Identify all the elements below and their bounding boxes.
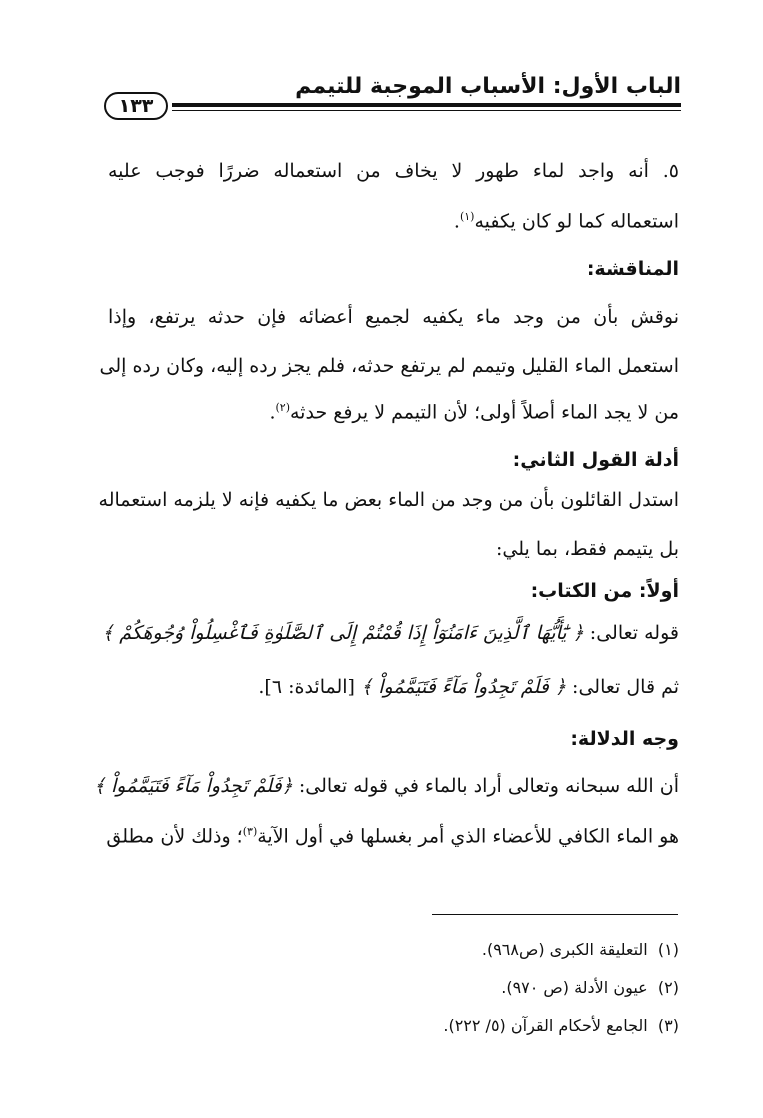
dalala-line-2	[106, 825, 679, 847]
header-rule-thin	[172, 110, 681, 111]
verse-2-intro: ثم قال تعالى:	[566, 676, 679, 698]
footnote-text: عيون الأدلة (ص ٩٧٠).	[501, 978, 648, 997]
second-opinion-line-2: بل يتيمم فقط، بما يلي:	[496, 538, 679, 560]
page-number: ١٣٣	[104, 92, 168, 120]
verse-2-reference: [المائدة: ٦].	[258, 676, 362, 698]
dalala-intro: أن الله سبحانه وتعالى أراد بالماء في قوله تعالى:	[292, 775, 679, 797]
footnote-text: الجامع لأحكام القرآن (٥/ ٢٢٢).	[443, 1016, 648, 1035]
munaqasha-text: من لا يجد الماء أصلاً أولى؛ لأن التيمم لا يرفع حدثه	[290, 401, 679, 424]
second-opinion-heading: أدلة القول الثاني:	[512, 449, 679, 471]
point-5-line-2	[454, 210, 679, 232]
footnote-ref-2[interactable]: (٢)	[275, 401, 290, 414]
quran-verse-3: ﴿فَلَمْ تَجِدُواْ مَآءً فَتَيَمَّمُواْ ﴾	[93, 775, 293, 797]
verse-1-intro: قوله تعالى:	[583, 622, 679, 644]
dalala-heading: وجه الدلالة:	[570, 728, 679, 750]
dalala-line-1	[94, 775, 679, 797]
munaqasha-end: .	[269, 401, 276, 424]
point-5-line-1: ٥. أنه واجد لماء طهور لا يخاف من استعماله ضررًا فوجب عليه	[108, 160, 679, 182]
verse-line-2	[258, 676, 679, 698]
second-opinion-line-1: استدل القائلون بأن من وجد من الماء بعض ما يكفيه فإنه لا يلزمه استعماله	[98, 489, 679, 511]
munaqasha-line-1: نوقش بأن من وجد ماء يكفيه لجميع أعضائه فإن حدثه يرتفع، وإذا	[108, 306, 679, 328]
footnote-ref-3[interactable]: (٣)	[242, 825, 258, 838]
footnote-number: (٢)	[657, 978, 679, 997]
dalala-text-b: ؛ وذلك لأن مطلق	[106, 825, 243, 848]
verse-line-1	[102, 622, 679, 644]
point-5-end: .	[453, 210, 460, 233]
footnote-separator	[432, 914, 678, 915]
footnote-1	[482, 940, 679, 959]
header-rule-thick	[172, 103, 681, 107]
footnote-3	[443, 1016, 679, 1035]
kitab-heading: أولاً: من الكتاب:	[530, 580, 679, 602]
footnote-text: التعليقة الكبرى (ص٩٦٨).	[481, 940, 648, 959]
munaqasha-line-2: استعمل الماء القليل وتيمم لم يرتفع حدثه، فلم يجز رده إليه، وكان رده إلى	[99, 355, 679, 377]
footnote-number: (٣)	[657, 1016, 679, 1035]
footnote-ref-1[interactable]: (١)	[459, 210, 475, 223]
footnote-number: (١)	[657, 940, 679, 959]
footnote-2	[501, 978, 679, 997]
munaqasha-line-3	[269, 401, 679, 423]
chapter-title: الباب الأول: الأسباب الموجبة للتيمم	[295, 74, 681, 99]
munaqasha-heading: المناقشة:	[586, 258, 679, 280]
dalala-text-a: هو الماء الكافي للأعضاء الذي أمر بغسلها في أول الآية	[257, 825, 679, 848]
quran-verse-1: ﴿ يَٰٓأَيُّهَا ٱلَّذِينَ ءَامَنُوٓاْ إِذَا قُمْتُمْ إِلَى ٱلصَّلَوٰةِ فَٱغْسِلُواْ وُجُوهَكُمْ ﴾	[102, 622, 584, 644]
point-5-text: استعماله كما لو كان يكفيه	[474, 210, 679, 233]
quran-verse-2: ﴿ فَلَمْ تَجِدُواْ مَآءً فَتَيَمَّمُواْ ﴾	[361, 676, 566, 698]
